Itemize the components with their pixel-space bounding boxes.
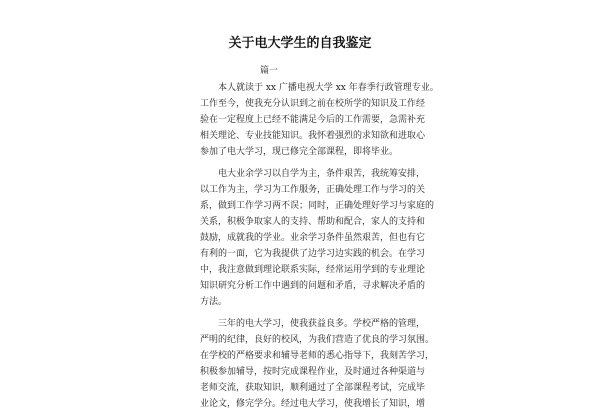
paragraph <box>200 80 439 160</box>
text-line: 方法。 <box>200 297 228 307</box>
text-line: 本人就读于 xx 广播电视大学 xx 年春季行政管理专业。 <box>218 83 439 93</box>
text-line: 积极参加辅导，按时完成课程作业，及时通过各种渠道与 <box>200 367 426 377</box>
section-heading: 篇一 <box>260 66 279 76</box>
text-line: 鼓励，成就我的学业。业余学习条件虽然艰苦，但也有它 <box>200 233 426 243</box>
text-line: 以工作为主，学习为工作服务，正确处理工作与学习的关 <box>200 185 426 195</box>
document-body <box>200 0 439 418</box>
document-title: 关于电大学生的自我鉴定 <box>228 36 372 51</box>
text-line: 工作至今，使我充分认识到之前在校所学的知识及工作经 <box>200 99 426 109</box>
text-line: 验在一定程度上已经不能满足今后的工作需要，急需补充 <box>200 115 426 125</box>
text-line: 业论文，修完学分。经过电大学习，使我增长了知识，增 <box>200 399 426 409</box>
text-line: 电大业余学习以自学为主，条件艰苦，我统筹安排， <box>218 169 426 179</box>
text-line: 有利的一面，它为我提供了边学习边实践的机会。在学习 <box>200 249 426 259</box>
paragraph <box>200 316 435 412</box>
text-line: 中，我注意做到理论联系实际，经常运用学到的专业理论 <box>200 265 426 275</box>
text-line: 知识研究分析工作中遇到的问题和矛盾，寻求解决矛盾的 <box>200 281 426 291</box>
text-line: 系，做到工作学习两不误；同时，正确处理好学习与家庭的 <box>200 201 435 211</box>
text-line: 关系，积极争取家人的支持、帮助和配合，家人的支持和 <box>200 217 426 227</box>
text-line: 三年的电大学习，使我获益良多。学校严格的管理， <box>218 319 426 329</box>
text-line: 严明的纪律，良好的校风，为我们营造了优良的学习氛围。 <box>200 335 435 345</box>
text-line: 参加了电大学习，现已修完全部课程，即将毕业。 <box>200 147 399 157</box>
paragraph <box>200 166 435 310</box>
text-line: 相关理论、专业技能知识。我怀着强烈的求知欲和进取心 <box>200 131 426 141</box>
text-line: 在学校的严格要求和辅导老师的悉心指导下，我刻苦学习， <box>200 351 435 361</box>
text-line: 老师交流，获取知识，顺利通过了全部课程考试，完成毕 <box>200 383 426 393</box>
